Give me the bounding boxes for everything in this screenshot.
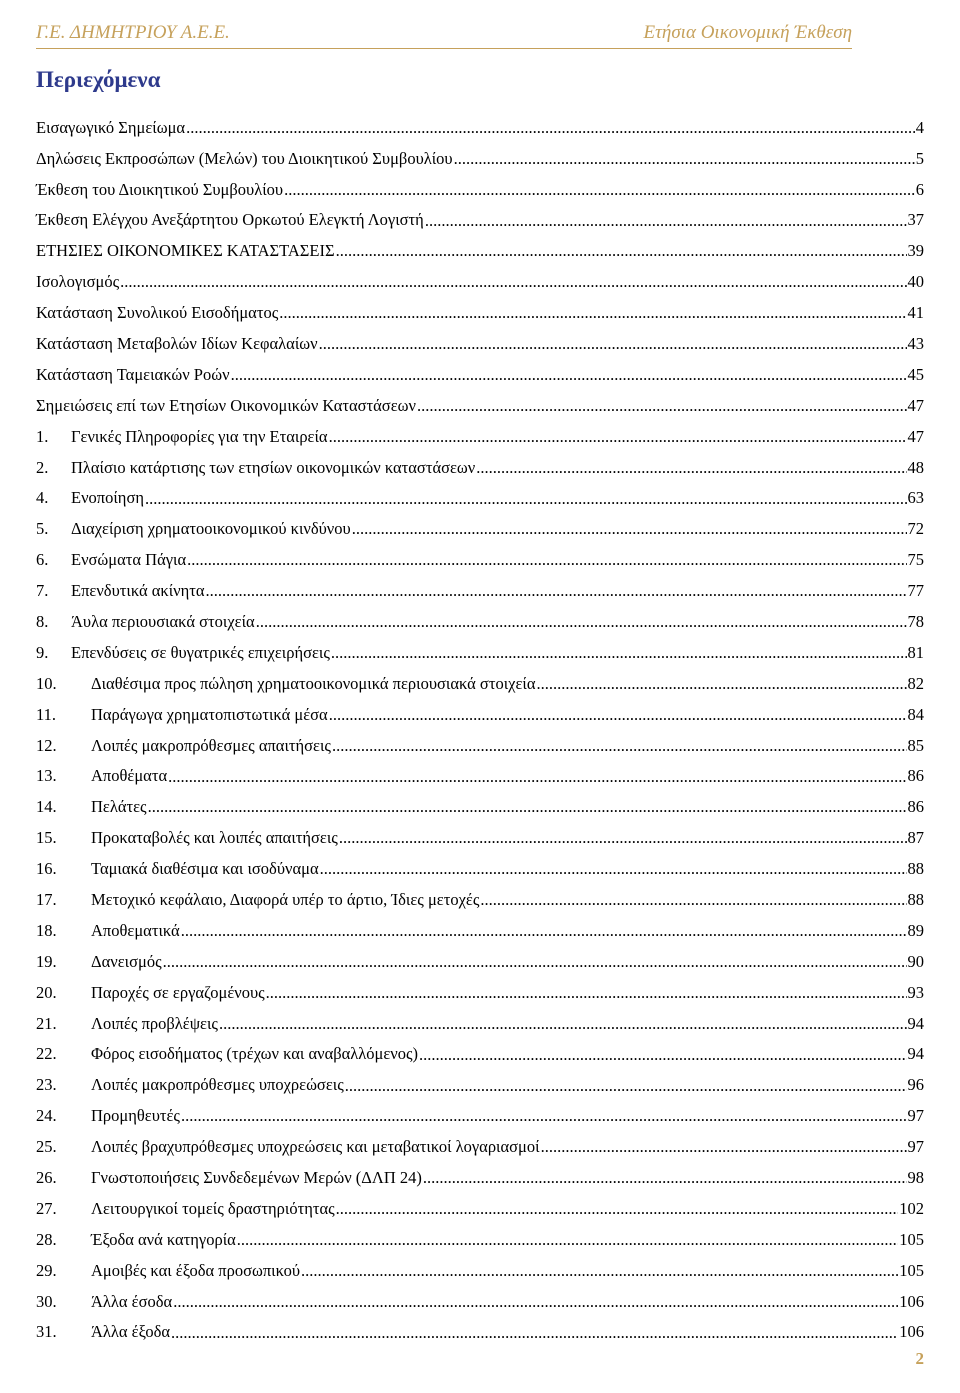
toc-entry[interactable] [36, 510, 924, 541]
toc-dot-leader [173, 1293, 898, 1311]
toc-entry-page: 78 [907, 612, 924, 631]
toc-entry-label: Έκθεση του Διοικητικού Συμβουλίου [36, 179, 284, 199]
toc-entry-label: Αποθέματα [91, 766, 168, 786]
toc-entry-number: 27. [36, 1198, 57, 1218]
toc-entry-label: Γνωστοποιήσεις Συνδεδεμένων Μερών (ΔΛΠ 24) [91, 1168, 422, 1188]
toc-entry-number: 12. [36, 735, 57, 755]
toc-entry-label: Λοιπές βραχυπρόθεσμες υποχρεώσεις και μεταβατικοί λογαριασμοί [91, 1137, 540, 1157]
toc-entry[interactable] [36, 417, 924, 448]
toc-entry-number: 14. [36, 797, 57, 817]
toc-entry-label: Έκθεση Ελέγχου Ανεξάρτητου Ορκωτού Ελεγκτή Λογιστή [36, 210, 424, 230]
toc-entry-number: 22. [36, 1044, 57, 1064]
toc-dot-leader [145, 490, 907, 508]
toc-entry-page: 97 [907, 1106, 924, 1126]
toc-dot-leader [329, 706, 907, 724]
toc-entry-label: Παράγωγα χρηματοπιστωτικά μέσα [91, 704, 328, 724]
toc-entry[interactable] [36, 911, 924, 942]
toc-entry-label: Επενδυτικά ακίνητα [71, 581, 205, 601]
toc-entry[interactable] [36, 1282, 924, 1313]
toc-dot-leader [279, 304, 906, 322]
toc-dot-leader [423, 1169, 907, 1187]
table-of-contents [36, 108, 924, 1344]
toc-entry-number: 16. [36, 859, 57, 879]
toc-dot-leader [148, 798, 907, 816]
toc-entry[interactable] [36, 1127, 924, 1158]
toc-entry-page: 86 [907, 766, 924, 786]
toc-entry[interactable] [36, 942, 924, 973]
toc-entry-label: Λοιπές προβλέψεις [91, 1013, 218, 1033]
toc-entry-number: 28. [36, 1229, 57, 1249]
toc-entry[interactable] [36, 1097, 924, 1128]
toc-entry-page: 84 [907, 704, 924, 724]
toc-entry-page: 105 [899, 1229, 924, 1249]
toc-entry-page: 96 [907, 1075, 924, 1095]
toc-dot-leader [231, 366, 907, 384]
toc-entry-page: 41 [907, 303, 924, 323]
toc-entry-page: 5 [915, 148, 924, 168]
toc-dot-leader [171, 1324, 898, 1342]
toc-entry-number: 30. [36, 1291, 57, 1311]
toc-entry-number: 15. [36, 828, 57, 848]
toc-entry-page: 86 [907, 797, 924, 817]
toc-entry-page: 43 [907, 333, 924, 353]
page-header [36, 20, 852, 46]
toc-entry-number: 6. [36, 550, 49, 570]
toc-dot-leader [336, 242, 907, 260]
toc-entry-number: 8. [36, 612, 49, 631]
toc-entry-number: 31. [36, 1322, 57, 1342]
toc-entry[interactable] [36, 1313, 924, 1344]
toc-dot-leader [536, 675, 906, 693]
toc-dot-leader [120, 273, 906, 291]
toc-entry-page: 47 [907, 426, 924, 446]
toc-entry-label: Φόρος εισοδήματος (τρέχων και αναβαλλόμενος) [91, 1044, 419, 1064]
toc-entry[interactable] [36, 386, 924, 417]
page-number: 2 [915, 1349, 924, 1368]
toc-entry-page: 4 [915, 117, 924, 137]
toc-entry-label: Κατάσταση Μεταβολών Ιδίων Κεφαλαίων [36, 333, 318, 353]
toc-entry-number: 25. [36, 1137, 57, 1157]
toc-dot-leader [425, 212, 907, 230]
toc-dot-leader [480, 891, 906, 909]
toc-entry-label: Λοιπές μακροπρόθεσμες απαιτήσεις [91, 735, 331, 755]
toc-dot-leader [476, 459, 906, 477]
toc-entry-page: 94 [907, 1013, 924, 1033]
toc-entry-page: 93 [907, 982, 924, 1002]
toc-entry-page: 88 [907, 859, 924, 879]
toc-entry-page: 39 [907, 241, 924, 261]
toc-entry-number: 4. [36, 488, 49, 508]
toc-entry-page: 63 [907, 488, 924, 508]
toc-entry-page: 94 [907, 1044, 924, 1064]
toc-entry-number: 17. [36, 890, 57, 910]
toc-entry-page: 90 [907, 951, 924, 971]
toc-entry-page: 98 [907, 1168, 924, 1188]
toc-entry-number: 23. [36, 1075, 57, 1095]
toc-entry-number: 13. [36, 766, 57, 786]
toc-dot-leader [181, 1107, 907, 1125]
toc-entry[interactable] [36, 880, 924, 911]
toc-entry-number: 5. [36, 519, 49, 539]
report-title: Ετήσια Οικονομική Έκθεση [643, 22, 852, 43]
toc-dot-leader [256, 613, 907, 631]
toc-dot-leader [339, 829, 907, 847]
toc-entry-label: Δανεισμός [91, 951, 162, 971]
toc-entry-page: 85 [907, 735, 924, 755]
toc-entry-page: 102 [899, 1198, 924, 1218]
toc-entry-label: ΕΤΗΣΙΕΣ ΟΙΚΟΝΟΜΙΚΕΣ ΚΑΤΑΣΤΑΣΕΙΣ [36, 241, 335, 261]
toc-entry-page: 6 [915, 179, 924, 199]
toc-entry[interactable] [36, 201, 924, 232]
toc-entry[interactable] [36, 540, 924, 571]
toc-entry-page: 72 [907, 519, 924, 539]
toc-dot-leader [168, 768, 906, 786]
toc-entry-number: 11. [36, 704, 57, 724]
toc-dot-leader [352, 520, 907, 538]
toc-dot-leader [186, 119, 915, 137]
toc-entry-number: 21. [36, 1013, 57, 1033]
toc-entry-label: Αμοιβές και έξοδα προσωπικού [91, 1260, 300, 1280]
toc-entry-label: Έξοδα ανά κατηγορία [91, 1229, 236, 1249]
toc-entry[interactable] [36, 232, 924, 263]
toc-dot-leader [301, 1262, 898, 1280]
toc-entry-number: 9. [36, 642, 49, 662]
toc-entry[interactable] [36, 324, 924, 355]
toc-entry-page: 47 [907, 395, 924, 415]
toc-dot-leader [331, 644, 907, 662]
toc-dot-leader [206, 582, 907, 600]
toc-dot-leader [332, 737, 907, 755]
toc-entry-number: 10. [36, 673, 57, 693]
toc-entry[interactable] [36, 726, 924, 757]
toc-dot-leader [541, 1138, 907, 1156]
toc-entry-page: 77 [907, 581, 924, 601]
toc-entry-number: 1. [36, 426, 49, 446]
toc-entry-label: Πελάτες [91, 797, 147, 817]
toc-entry[interactable] [36, 355, 924, 386]
toc-dot-leader [163, 953, 907, 971]
toc-dot-leader [219, 1015, 907, 1033]
toc-entry[interactable] [36, 1004, 924, 1035]
toc-entry-label: Άυλα περιουσιακά στοιχεία [71, 612, 255, 631]
toc-entry-page: 45 [907, 364, 924, 384]
toc-dot-leader [419, 1046, 906, 1064]
toc-title: Περιεχόμενα [36, 67, 161, 92]
toc-dot-leader [329, 428, 907, 446]
toc-entry-label: Προμηθευτές [91, 1106, 180, 1126]
toc-entry-label: Διαθέσιμα προς πώληση χρηματοοικονομικά περιουσιακά στοιχεία [91, 673, 536, 693]
toc-entry-label: Προκαταβολές και λοιπές απαιτήσεις [91, 828, 338, 848]
toc-entry-number: 24. [36, 1106, 57, 1126]
toc-entry-label: Πλαίσιο κατάρτισης των ετησίων οικονομικών καταστάσεων [71, 457, 476, 477]
toc-entry-label: Ενοποίηση [71, 488, 144, 508]
toc-entry-label: Κατάσταση Συνολικού Εισοδήματος [36, 303, 279, 323]
toc-entry[interactable] [36, 788, 924, 819]
toc-entry[interactable] [36, 1066, 924, 1097]
toc-dot-leader [336, 1200, 899, 1218]
toc-entry-label: Εισαγωγικό Σημείωμα [36, 117, 186, 137]
toc-entry[interactable] [36, 139, 924, 170]
toc-entry[interactable] [36, 633, 924, 664]
toc-entry[interactable] [36, 664, 924, 695]
toc-entry-label: Κατάσταση Ταμειακών Ροών [36, 364, 230, 384]
toc-dot-leader [187, 551, 906, 569]
toc-entry[interactable] [36, 973, 924, 1004]
toc-entry-label: Αποθεματικά [91, 920, 180, 940]
toc-entry-label: Ισολογισμός [36, 272, 120, 292]
toc-entry-page: 87 [907, 828, 924, 848]
toc-entry[interactable] [36, 293, 924, 324]
toc-entry[interactable] [36, 1220, 924, 1251]
toc-entry[interactable] [36, 1189, 924, 1220]
toc-entry-page: 105 [899, 1260, 924, 1280]
toc-entry-number: 18. [36, 920, 57, 940]
toc-entry[interactable] [36, 170, 924, 201]
toc-entry-number: 19. [36, 951, 57, 971]
toc-entry-page: 88 [907, 890, 924, 910]
toc-entry-page: 97 [907, 1137, 924, 1157]
toc-entry[interactable] [36, 479, 924, 510]
toc-entry-label: Ενσώματα Πάγια [71, 550, 187, 570]
toc-entry-label: Παροχές σε εργαζομένους [91, 982, 265, 1002]
toc-entry-page: 40 [907, 272, 924, 292]
toc-entry-number: 20. [36, 982, 57, 1002]
toc-entry-label: Διαχείριση χρηματοοικονομικού κινδύνου [71, 519, 351, 539]
toc-entry[interactable] [36, 1158, 924, 1189]
toc-entry[interactable] [36, 108, 924, 139]
company-name: Γ.Ε. ΔΗΜΗΤΡΙΟΥ Α.Ε.Ε. [36, 22, 230, 43]
toc-entry[interactable] [36, 757, 924, 788]
toc-entry-label: Άλλα έσοδα [91, 1291, 173, 1311]
toc-entry-page: 37 [907, 210, 924, 230]
toc-entry[interactable] [36, 602, 924, 633]
toc-entry-page: 75 [907, 550, 924, 570]
toc-entry-page: 82 [907, 673, 924, 693]
toc-entry-label: Μετοχικό κεφάλαιο, Διαφορά υπέρ το άρτιο, Ίδιες μετοχές [91, 890, 480, 910]
toc-entry-label: Γενικές Πληροφορίες για την Εταιρεία [71, 426, 328, 446]
toc-dot-leader [237, 1231, 898, 1249]
toc-dot-leader [320, 860, 907, 878]
toc-dot-leader [284, 181, 915, 199]
toc-entry-number: 26. [36, 1168, 57, 1188]
toc-entry-page: 81 [907, 642, 924, 662]
toc-entry[interactable] [36, 262, 924, 293]
toc-entry-label: Δηλώσεις Εκπροσώπων (Μελών) του Διοικητικού Συμβουλίου [36, 148, 453, 168]
toc-entry-page: 89 [907, 920, 924, 940]
toc-entry-label: Λοιπές μακροπρόθεσμες υποχρεώσεις [91, 1075, 344, 1095]
toc-entry-page: 106 [899, 1322, 924, 1342]
toc-entry-number: 2. [36, 457, 49, 477]
toc-entry-label: Επενδύσεις σε θυγατρικές επιχειρήσεις [71, 642, 330, 662]
toc-entry-page: 48 [907, 457, 924, 477]
toc-entry-label: Άλλα έξοδα [91, 1322, 171, 1342]
toc-dot-leader [266, 984, 907, 1002]
toc-entry[interactable] [36, 448, 924, 479]
toc-entry[interactable] [36, 695, 924, 726]
toc-entry[interactable] [36, 1251, 924, 1282]
toc-entry-label: Σημειώσεις επί των Ετησίων Οικονομικών Καταστάσεων [36, 395, 416, 415]
toc-entry[interactable] [36, 571, 924, 602]
toc-dot-leader [417, 397, 907, 415]
toc-entry-number: 29. [36, 1260, 57, 1280]
toc-dot-leader [454, 150, 915, 168]
header-divider [36, 48, 852, 49]
toc-entry-label: Ταμιακά διαθέσιμα και ισοδύναμα [91, 859, 319, 879]
toc-dot-leader [345, 1077, 907, 1095]
toc-entry[interactable] [36, 1035, 924, 1066]
toc-entry-page: 106 [899, 1291, 924, 1311]
toc-entry[interactable] [36, 818, 924, 849]
toc-entry[interactable] [36, 849, 924, 880]
toc-dot-leader [181, 922, 907, 940]
toc-entry-number: 7. [36, 581, 49, 601]
toc-entry-label: Λειτουργικοί τομείς δραστηριότητας [91, 1198, 335, 1218]
toc-dot-leader [319, 335, 907, 353]
